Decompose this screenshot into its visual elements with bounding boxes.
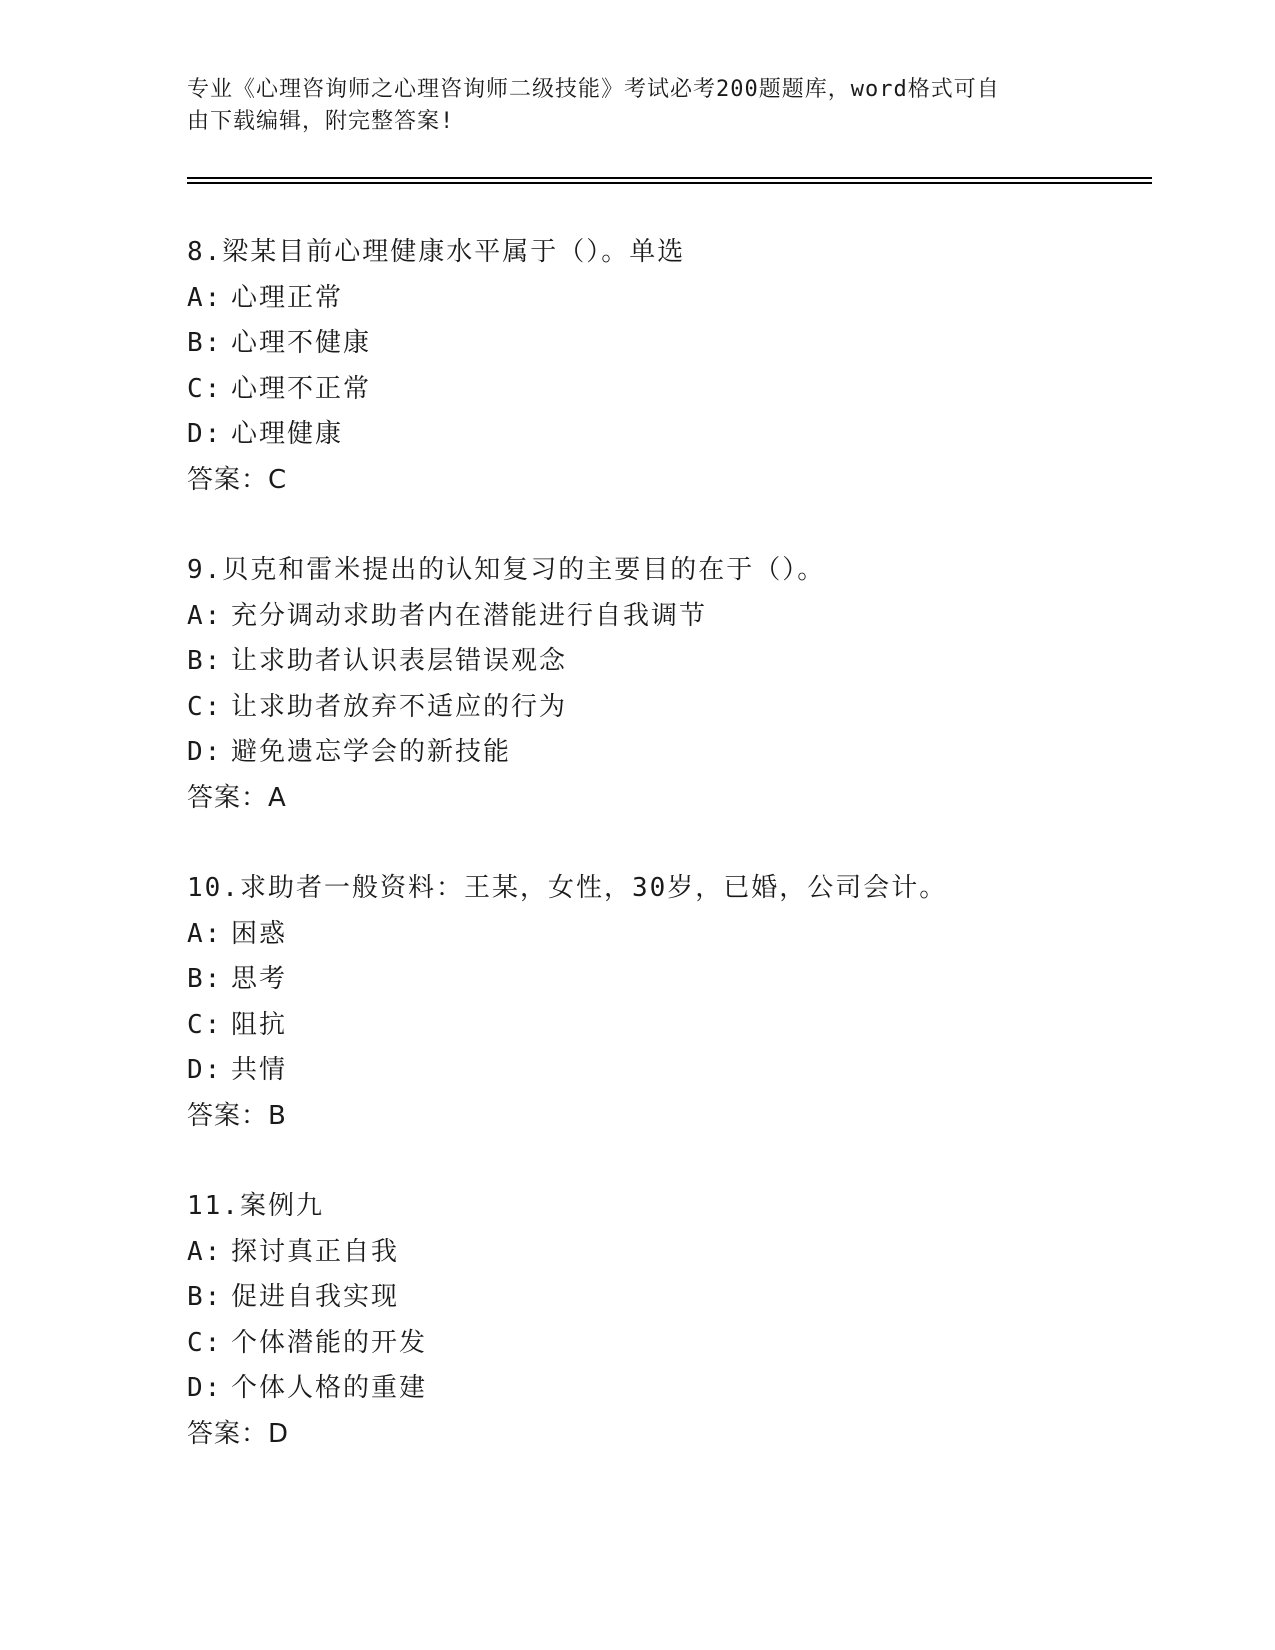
- option-key: B:: [187, 1282, 223, 1312]
- option-key: A:: [187, 600, 223, 631]
- document-header: [187, 74, 1057, 138]
- question-stem: 9.贝克和雷米提出的认知复习的主要目的在于（）。: [187, 555, 826, 585]
- option-key: D:: [187, 419, 223, 449]
- question-stem: 10.求助者一般资料：王某，女性，30岁，已婚，公司会计。: [187, 873, 948, 903]
- option-key: C:: [187, 373, 223, 404]
- question-block: [187, 1184, 427, 1457]
- option-d: [187, 730, 825, 776]
- option-b: [187, 321, 685, 367]
- option-key: A:: [187, 1236, 223, 1267]
- option-d: [187, 1366, 427, 1412]
- option-text: 充分调动求助者内在潜能进行自我调节: [231, 600, 708, 631]
- answer-line: 答案：C: [187, 464, 288, 495]
- option-text: 避免遗忘学会的新技能: [231, 737, 512, 767]
- answer-line: 答案：B: [187, 1100, 287, 1131]
- option-text: 让求助者认识表层错误观念: [231, 646, 568, 676]
- answer-line: 答案：D: [187, 1418, 290, 1449]
- option-key: D:: [187, 1373, 223, 1403]
- option-key: A:: [187, 282, 223, 313]
- option-key: C:: [187, 691, 223, 722]
- option-b: [187, 957, 947, 1003]
- option-key: C:: [187, 1327, 223, 1358]
- option-text: 心理正常: [231, 282, 344, 313]
- option-text: 心理健康: [231, 419, 344, 449]
- option-key: B:: [187, 646, 223, 676]
- option-text: 心理不健康: [231, 328, 372, 358]
- header-divider-top: [187, 177, 1152, 179]
- option-b: [187, 639, 825, 685]
- option-b: [187, 1275, 427, 1321]
- option-a: [187, 912, 947, 958]
- option-c: [187, 1321, 427, 1367]
- answer-line: 答案：A: [187, 782, 287, 813]
- option-text: 让求助者放弃不适应的行为: [231, 691, 568, 722]
- option-a: [187, 594, 825, 640]
- header-line-1: 专业《心理咨询师之心理咨询师二级技能》考试必考200题题库，word格式可自: [187, 77, 1000, 102]
- option-key: D:: [187, 1055, 223, 1085]
- option-text: 心理不正常: [231, 373, 372, 404]
- option-key: B:: [187, 964, 223, 994]
- option-c: [187, 1003, 947, 1049]
- option-key: B:: [187, 328, 223, 358]
- option-d: [187, 412, 685, 458]
- question-block: [187, 230, 685, 503]
- header-divider-bottom: [187, 182, 1152, 184]
- option-key: D:: [187, 737, 223, 767]
- option-text: 探讨真正自我: [231, 1236, 400, 1267]
- option-text: 共情: [231, 1055, 288, 1085]
- option-text: 促进自我实现: [231, 1282, 400, 1312]
- option-c: [187, 367, 685, 413]
- option-key: C:: [187, 1009, 223, 1040]
- option-c: [187, 685, 825, 731]
- question-block: [187, 866, 947, 1139]
- option-key: A:: [187, 918, 223, 949]
- option-a: [187, 276, 685, 322]
- header-line-2: 由下载编辑，附完整答案!: [187, 109, 455, 134]
- question-stem: 8.梁某目前心理健康水平属于（）。单选: [187, 237, 686, 267]
- question-stem: 11.案例九: [187, 1191, 324, 1221]
- option-text: 思考: [231, 964, 288, 994]
- question-block: [187, 548, 825, 821]
- option-text: 阻抗: [231, 1009, 288, 1040]
- option-text: 困惑: [231, 918, 288, 949]
- option-text: 个体潜能的开发: [231, 1327, 428, 1358]
- option-a: [187, 1230, 427, 1276]
- option-text: 个体人格的重建: [231, 1373, 428, 1403]
- option-d: [187, 1048, 947, 1094]
